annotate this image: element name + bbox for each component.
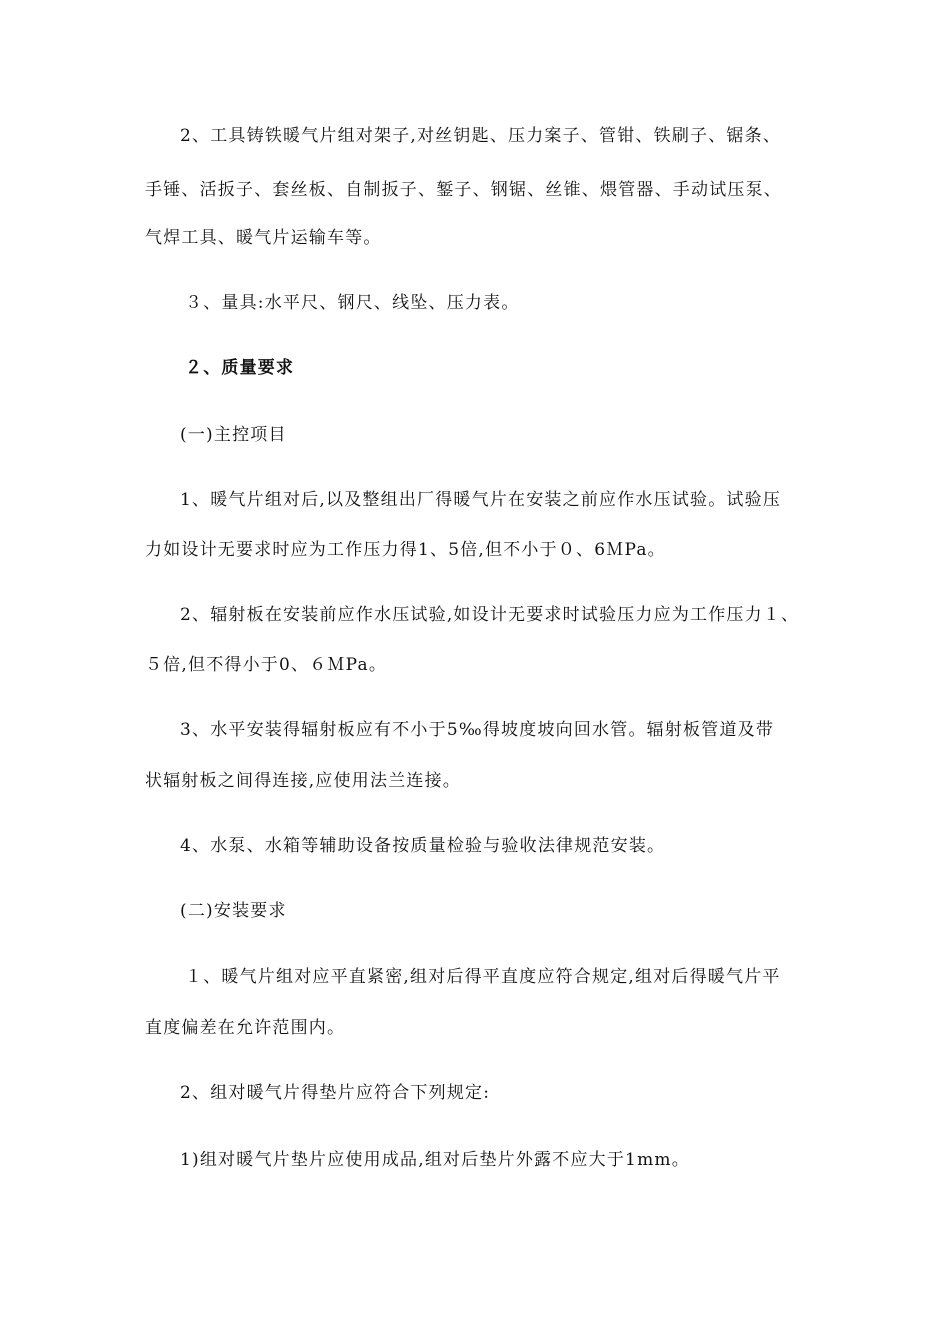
item-3-line-1: 3、水平安装得辐射板应有不小于5‰得坡度坡向回水管。辐射板管道及带: [180, 720, 775, 740]
item-2-line-1: 2、辐射板在安装前应作水压试验,如设计无要求时试验压力应为工作压力１、: [180, 605, 800, 625]
tools-line-3: 气焊工具、暖气片运输车等。: [145, 228, 382, 248]
item-3-line-2: 状辐射板之间得连接,应使用法兰连接。: [145, 771, 462, 791]
install-item-2-line: 2、组对暖气片得垫片应符合下列规定:: [180, 1083, 491, 1103]
item-2-line-2: ５倍,但不得小于0、６ＭPa。: [145, 655, 388, 675]
measuring-tools-line: ３、量具:水平尺、钢尺、线坠、压力表。: [185, 293, 520, 313]
item-1-line-2: 力如设计无要求时应为工作压力得1、5倍,但不小于０、6ＭPa。: [145, 540, 666, 560]
item-4-line: 4、水泵、水箱等辅助设备按质量检验与验收法律规范安装。: [180, 836, 666, 856]
subsection-install-requirements: (二)安装要求: [180, 901, 287, 921]
item-1-line-1: 1、暖气片组对后,以及整组出厂得暖气片在安装之前应作水压试验。试验压: [180, 490, 782, 510]
install-item-1-line-1: １、暖气片组对应平直紧密,组对后得平直度应符合规定,组对后得暖气片平: [185, 967, 781, 987]
install-item-2-sub-1: 1)组对暖气片垫片应使用成品,组对后垫片外露不应大于1mm。: [180, 1150, 690, 1170]
subsection-main-items: (一)主控项目: [180, 425, 287, 445]
tools-line-1: 2、工具铸铁暖气片组对架子,对丝钥匙、压力案子、管钳、铁刷子、锯条、: [180, 126, 782, 146]
section-heading-quality: ２、质量要求: [185, 358, 295, 378]
tools-line-2: 手锤、活扳子、套丝板、自制扳子、錾子、钢锯、丝锥、煨管器、手动试压泵、: [145, 180, 782, 200]
install-item-1-line-2: 直度偏差在允许范围内。: [145, 1018, 346, 1038]
